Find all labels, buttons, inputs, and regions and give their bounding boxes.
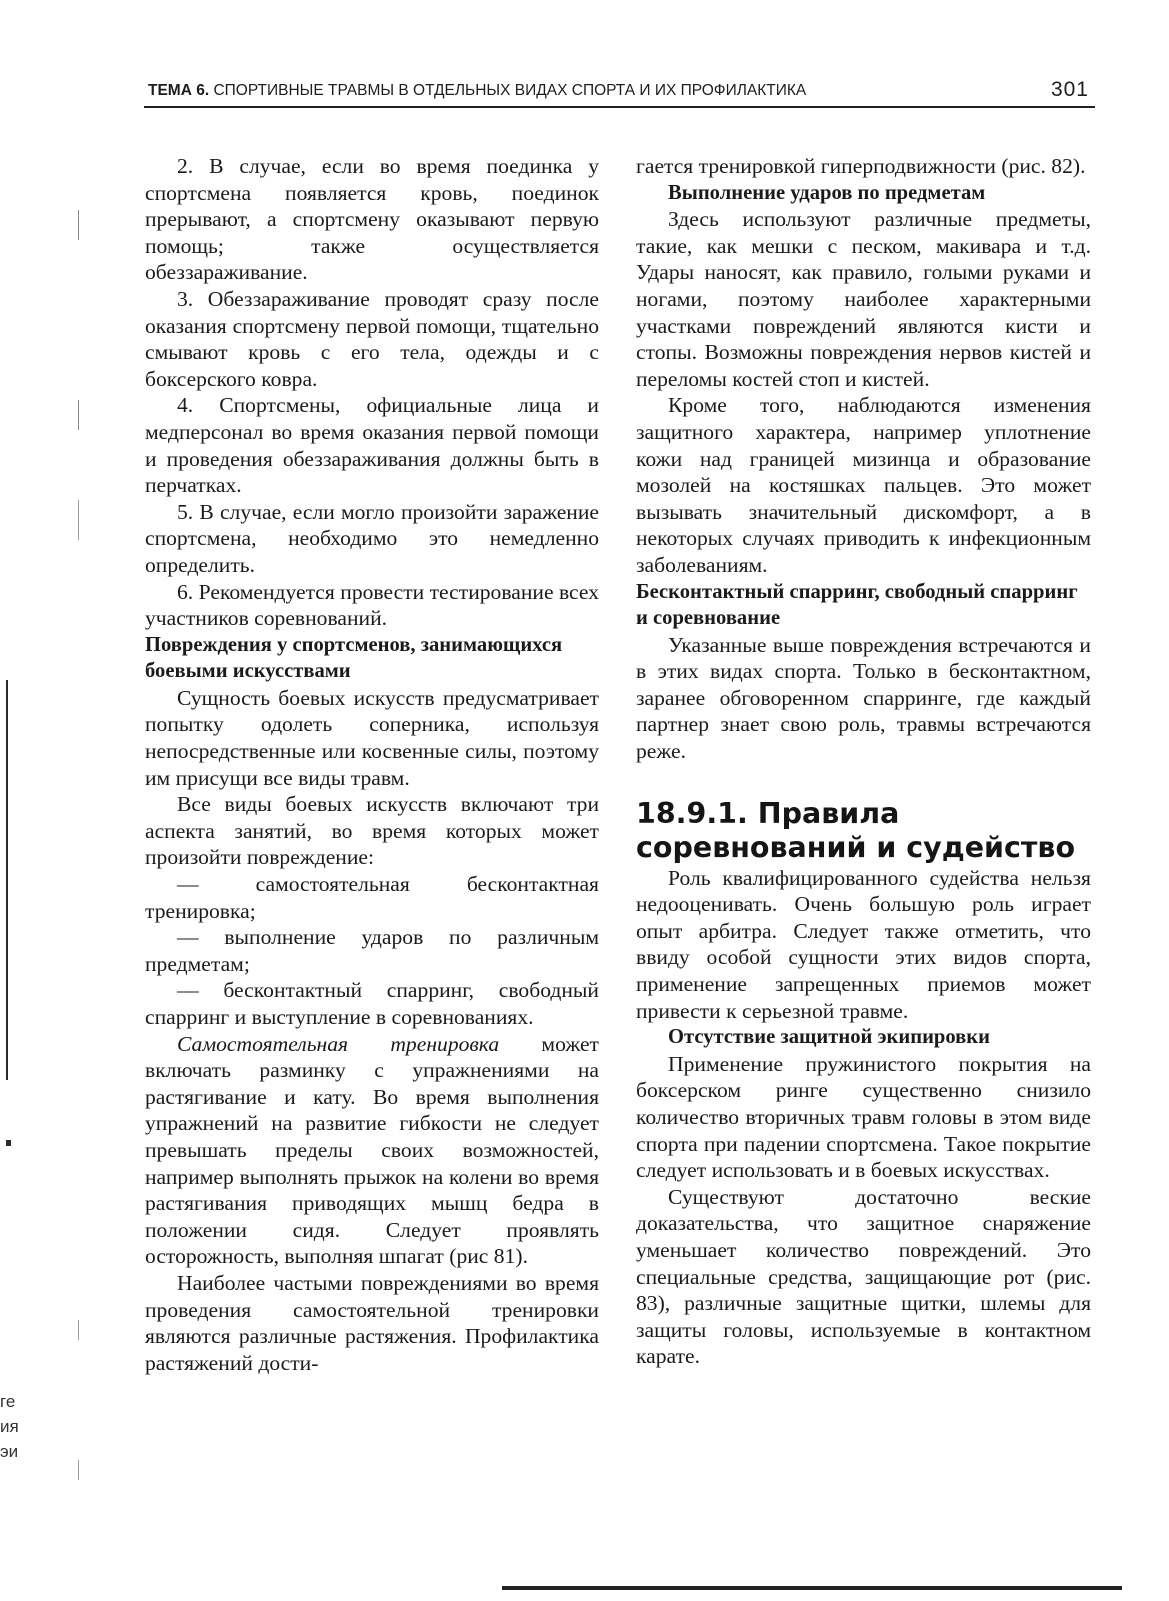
paragraph: 3. Обеззараживание проводят сразу после оказания спортсмену первой помощи, тщательно смывают кровь с его тела, одежды и с боксерского ковра.	[145, 286, 599, 391]
paragraph: Указанные выше повреждения встречаются и в этих видах спорта. Только в бесконтактном, заранее обговоренном спарринге, где каждый партнер знает свою роль, травмы встречаются реже.	[636, 632, 1091, 764]
paragraph: Здесь используют различные предметы, такие, как мешки с песком, макивара и т.д. Удары наносят, как правило, голыми руками и ногами, поэтому наиболее характерными участками повреждений являются кисти и стопы. Возможны повреждения нервов кистей и переломы костей стоп и кистей.	[636, 207, 1091, 391]
margin-fragment: ия	[0, 1417, 19, 1436]
scan-speck	[78, 500, 79, 540]
running-header-topic	[148, 82, 806, 100]
scan-speck	[78, 1320, 79, 1340]
paragraph: гается тренировкой гиперподвижности (рис. 82).	[636, 154, 1086, 178]
paragraph: 6. Рекомендуется провести тестирование всех участников соревнований.	[145, 579, 599, 631]
section-title: 18.9.1. Правила соревнований и судейство	[636, 796, 1076, 864]
bottom-scan-rule	[502, 1586, 1122, 1590]
list-item: — выполнение ударов по различным предметам;	[145, 925, 599, 976]
paragraph: Сущность боевых искусств предусматривает попытку одолеть соперника, используя непосредственные или косвенные силы, поэтому им присущи все виды травм.	[145, 685, 599, 790]
paragraph: Применение пружинистого покрытия на боксерском ринге существенно снизило количество вторичных травм головы в этом виде спорта при падении спортсмена. Такое покрытие следует использовать и в боевых искусствах.	[636, 1051, 1091, 1183]
paragraph-text: может включать разминку с упражнениями на растягивание и кату. Во время выполнения упражнений на развитие гибкости не следует превышать пределы своих возможностей, например выполнять прыжок на колени во время растягивания приводящих мышц бедра в положении сидя. Следует проявлять осторожность, выполняя шпагат (рис 81).	[145, 1031, 599, 1269]
margin-fragment: ге	[0, 1392, 16, 1411]
left-column	[145, 153, 599, 1376]
paragraph: Существуют достаточно веские доказательства, что защитное снаряжение уменьшает количество повреждений. Это специальные средства, защищающие рот (рис. 83), различные защитные щитки, шлемы для защиты головы, используемые в контактном карате.	[636, 1184, 1091, 1369]
paragraph: 4. Спортсмены, официальные лица и медперсонал во время оказания первой помощи и проведения обеззараживания должны быть в перчатках.	[145, 393, 599, 498]
scan-speck	[78, 1460, 79, 1480]
paragraph	[145, 1031, 599, 1270]
paragraph: Наиболее частыми повреждениями во время проведения самостоятельной тренировки являются различные растяжения. Профилактика растяжений дости-	[145, 1270, 599, 1375]
topic-label: ТЕМА 6.	[148, 82, 210, 99]
page-number: 301	[1050, 78, 1089, 101]
running-header	[148, 78, 1093, 104]
subheading-sparring: Бесконтактный спарринг, свободный спарринг и соревнование	[636, 580, 1078, 630]
paragraph: Все виды боевых искусств включают три аспекта занятий, во время которых может произойти повреждение:	[145, 792, 599, 870]
scan-speck	[6, 1140, 11, 1146]
paragraph: Роль квалифицированного судейства нельзя недооценивать. Очень большую роль играет опыт арбитра. Следует также отметить, что ввиду особой сущности этих видов спорта, применение запрещенных приемов может привести к серьезной травме.	[636, 865, 1091, 1023]
topic-title: СПОРТИВНЫЕ ТРАВМЫ В ОТДЕЛЬНЫХ ВИДАХ СПОРТА И ИХ ПРОФИЛАКТИКА	[213, 82, 807, 99]
list-item: — самостоятельная бесконтактная тренировка;	[145, 872, 599, 923]
margin-fragment: эи	[0, 1442, 19, 1461]
subheading-martial-arts-injuries: Повреждения у спортсменов, занимающихся боевыми искусствами	[145, 633, 563, 683]
header-rule	[144, 106, 1095, 108]
paragraph: 5. В случае, если могло произойти заражение спортсмена, необходимо это немедленно определить.	[145, 499, 599, 577]
list-item: — бесконтактный спарринг, свободный спарринг и выступление в соревнованиях.	[145, 978, 599, 1029]
right-column	[636, 153, 1091, 1370]
scan-speck	[78, 400, 79, 430]
paragraph: Кроме того, наблюдаются изменения защитного характера, например уплотнение кожи над границей мизинца и образование мозолей на костяшках пальцев. Это может вызывать значительный дискомфорт, а в некоторых случаях приводить к инфекционным заболеваниям.	[636, 393, 1091, 577]
italic-term: Самостоятельная тренировка	[177, 1031, 500, 1056]
paragraph: 2. В случае, если во время поединка у спортсмена появляется кровь, поединок прерывают, а спортсмену оказывают первую помощь; также осуществляется обеззараживание.	[145, 154, 599, 285]
scan-speck	[78, 210, 79, 240]
subheading-protective-gear: Отсутствие защитной экипировки	[668, 1026, 991, 1049]
subheading-strikes: Выполнение ударов по предметам	[668, 181, 986, 204]
scan-edge-line	[6, 680, 8, 1080]
